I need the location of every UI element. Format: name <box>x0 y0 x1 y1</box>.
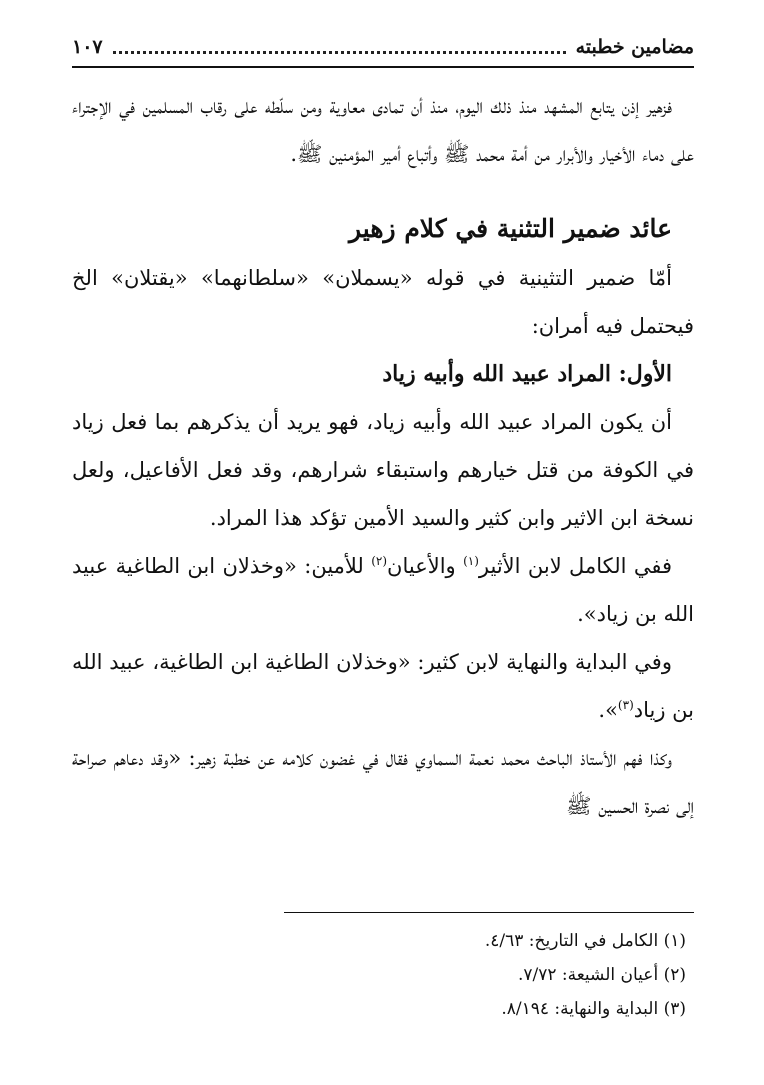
paragraph-6: وكذا فهم الأستاذ الباحث محمد نعمة السماوي فقال في غضون كلامه عن خطبة زهير: «وقد دعاهم صراحة إلى نصرة الحسين ﷺ <box>72 746 694 818</box>
paragraph-4-text-b: والأعيان <box>387 554 464 578</box>
footnote-ref-3[interactable]: (٣) <box>617 698 634 712</box>
section-heading: عائد ضمير التثنية في كلام زهير <box>349 214 672 243</box>
header-rule <box>72 66 694 68</box>
paragraph-3: أن يكون المراد عبيد الله وأبيه زياد، فهو يريد أن يذكرهم بما فعل زياد في الكوفة من قتل خيارهم واستبقاء شرارهم، وقد فعل الأفاعيل، ولعل نسخة ابن الاثير وابن كثير والسيد الأمين تؤكد هذا المراد. <box>72 410 694 530</box>
paragraph-4-text-c: للأمين: «وخذلان ابن الطاغية عبيد الله بن زياد». <box>72 554 694 626</box>
paragraph-5-text-b: ». <box>598 698 618 722</box>
footnotes <box>72 924 686 1026</box>
footnote-2: (٢) أعيان الشيعة: ٧/٧٢. <box>517 965 686 985</box>
footnote-ref-2[interactable]: (٢) <box>371 554 388 568</box>
header-dot-leader <box>113 49 566 54</box>
sub-heading: الأول: المراد عبيد الله وأبيه زياد <box>382 361 672 387</box>
paragraph-5 <box>72 638 694 734</box>
paragraph-4 <box>72 542 694 638</box>
paragraph-5-text-a: وفي البداية والنهاية لابن كثير: «وخذلان الطاغية ابن الطاغية، عبيد الله بن زياد <box>72 650 694 722</box>
page-number: ١٠٧ <box>72 36 103 58</box>
paragraph-4-text-a: ففي الكامل لابن الأثير <box>478 554 672 578</box>
paragraph-2: أمّا ضمير التثينية في قوله «يسملان» «سلطانهما» «يقتلان» الخ فيحتمل فيه أمران: <box>72 266 694 338</box>
footnote-3: (٣) البداية والنهاية: ٨/١٩٤. <box>501 999 686 1019</box>
header-title: مضامين خطبته <box>575 36 694 58</box>
page-body <box>72 82 694 830</box>
paragraph-1: فزهير إذن يتابع المشهد منذ ذلك اليوم، منذ أن تمادى معاوية ومن سلّطه على رقاب المسلمين في الإجتراء على دماء الأخيار والأبرار من أمة محمد ﷺ وأتباع أمير المؤمنين ﷺ. <box>72 94 694 166</box>
running-header <box>72 30 694 64</box>
footnote-separator <box>284 912 694 913</box>
footnote-1: (١) الكامل في التاريخ: ٤/٦٣. <box>484 931 686 951</box>
footnote-ref-1[interactable]: (١) <box>463 554 479 568</box>
